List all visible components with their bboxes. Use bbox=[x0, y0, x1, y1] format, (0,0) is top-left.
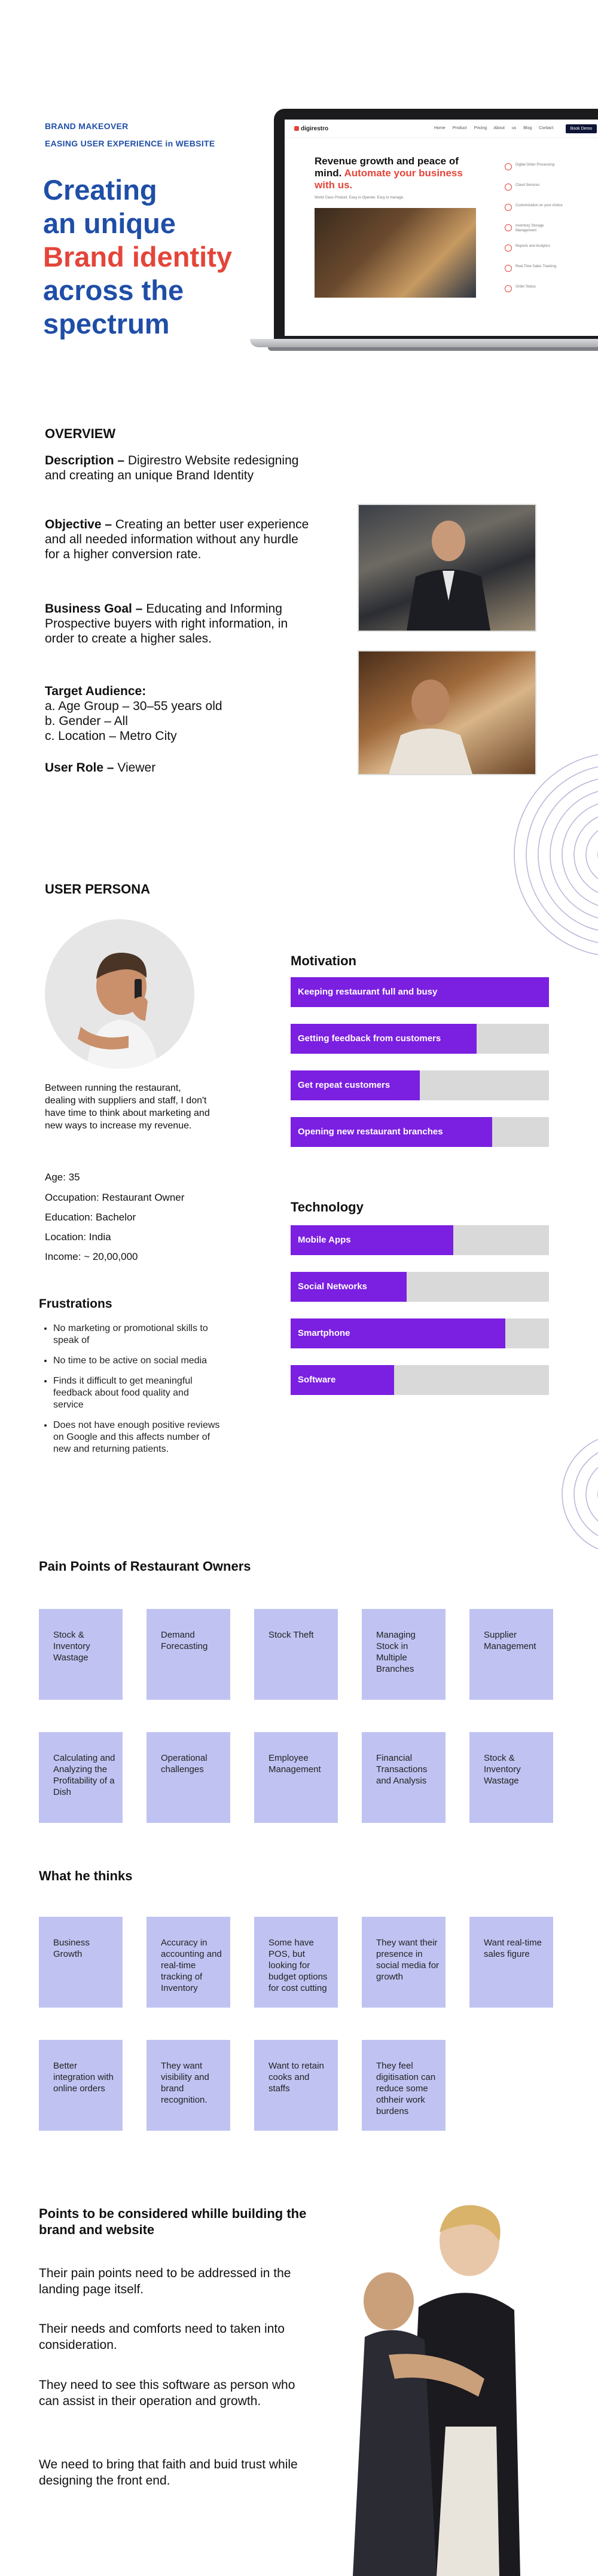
concentric-circles-icon bbox=[556, 1422, 598, 1566]
overview-objective bbox=[45, 517, 314, 562]
goal-key: Business Goal – bbox=[45, 602, 147, 616]
motivation-title: Motivation bbox=[291, 953, 356, 968]
feature-icon bbox=[505, 265, 512, 272]
people-embracing-icon bbox=[317, 2199, 598, 2576]
preview-restaurant-photo bbox=[315, 208, 476, 298]
frustration-item: • No marketing or promotional skills to speak of bbox=[53, 1323, 221, 1347]
preview-feature: Cloud Services bbox=[505, 182, 576, 202]
feature-icon bbox=[505, 183, 512, 191]
website-preview bbox=[285, 120, 598, 336]
consideration-paragraph: Their needs and comforts need to taken into consideration. bbox=[39, 2322, 285, 2352]
technology-bar bbox=[291, 1272, 549, 1302]
thinks-title: What he thinks bbox=[39, 1868, 133, 1883]
technology-bar bbox=[291, 1365, 549, 1395]
thought-card: They feel digitisation can reduce some othheir work burdens bbox=[362, 2040, 446, 2131]
preview-nav bbox=[285, 120, 598, 138]
preview-logo-text: digirestro bbox=[301, 126, 329, 132]
decorative-rings-small bbox=[556, 1422, 598, 1566]
consideration-paragraph: They need to see this software as person who can assist in their operation and growth. bbox=[39, 2378, 295, 2408]
laptop-base bbox=[250, 339, 598, 347]
feature-icon bbox=[505, 285, 512, 292]
pain-point-card: Managing Stock in Multiple Branches bbox=[362, 1609, 446, 1700]
technology-bar bbox=[291, 1318, 549, 1348]
persona-location: Location: India bbox=[45, 1231, 111, 1243]
frustration-item: • No time to be active on social media bbox=[53, 1355, 221, 1367]
thought-card: Want real-time sales figure bbox=[469, 1917, 553, 2008]
persona-education: Education: Bachelor bbox=[45, 1211, 136, 1223]
pain-point-card: Demand Forecasting bbox=[147, 1609, 230, 1700]
motivation-bar bbox=[291, 1070, 549, 1100]
avatar-3d-man-icon bbox=[45, 919, 194, 1069]
laptop-mockup bbox=[250, 109, 598, 355]
persona-occupation: Occupation: Restaurant Owner bbox=[45, 1192, 185, 1203]
audience-gender: b. Gender – All bbox=[45, 714, 128, 728]
person-silhouette-icon bbox=[359, 505, 535, 631]
feature-icon bbox=[505, 224, 512, 231]
goal-value: Educating and Informing Prospective buyers with right information, in order to create a higher sales. bbox=[45, 602, 288, 645]
thought-card: Some have POS, but looking for budget options for cost cutting bbox=[254, 1917, 338, 2008]
feature-icon bbox=[505, 244, 512, 252]
hero-title-line-5: spectrum bbox=[43, 308, 170, 339]
frustration-item: • Finds it difficult to get meaningful feedback about food quality and service bbox=[53, 1375, 221, 1411]
role-value: Viewer bbox=[117, 761, 156, 775]
persona-label: USER PERSONA bbox=[45, 882, 151, 897]
feature-icon bbox=[505, 204, 512, 211]
audience-key: Target Audience: bbox=[45, 684, 147, 698]
photo-handshake-hug bbox=[317, 2199, 598, 2576]
technology-title: Technology bbox=[291, 1200, 364, 1214]
motivation-bar bbox=[291, 1024, 549, 1054]
pain-point-card: Operational challenges bbox=[147, 1732, 230, 1823]
overview-target-audience bbox=[45, 684, 314, 744]
persona-quote: Between running the restaurant, dealing with suppliers and staff, I don't have time to think about marketing and new ways to increase my revenue. bbox=[45, 1083, 210, 1131]
technology-bar-label: Smartphone bbox=[298, 1328, 350, 1338]
thought-card: They want their presence in social media for growth bbox=[362, 1917, 446, 2008]
hero-title-line-1: Creating bbox=[43, 174, 157, 206]
motivation-bar-label: Keeping restaurant full and busy bbox=[298, 987, 438, 997]
thought-card: Want to retain cooks and staffs bbox=[254, 2040, 338, 2131]
pain-point-card: Financial Transactions and Analysis bbox=[362, 1732, 446, 1823]
preview-logo bbox=[294, 126, 328, 132]
frustrations-list bbox=[45, 1323, 221, 1464]
role-key: User Role – bbox=[45, 761, 118, 775]
photo-manager bbox=[358, 504, 536, 632]
frustration-item: • Does not have enough positive reviews on Google and this affects number of new and returning patients. bbox=[53, 1419, 221, 1455]
preview-feature: Reports and Analytics bbox=[505, 243, 576, 263]
preview-headline-main: Revenue growth and peace of mind. bbox=[315, 155, 459, 179]
laptop-base-edge bbox=[268, 347, 598, 351]
audience-age: a. Age Group – 30–55 years old bbox=[45, 699, 222, 713]
description-key: Description – bbox=[45, 454, 128, 467]
persona-avatar bbox=[45, 919, 194, 1069]
concentric-circles-icon bbox=[502, 753, 598, 1004]
motivation-bar bbox=[291, 1117, 549, 1147]
persona-income: Income: ~ 20,00,000 bbox=[45, 1251, 138, 1262]
decorative-rings bbox=[502, 753, 598, 1004]
overview-label: OVERVIEW bbox=[45, 426, 116, 441]
preview-feature: Real Time Sales Tracking bbox=[505, 263, 576, 283]
preview-headline-accent: Automate your business with us. bbox=[315, 167, 463, 191]
thought-card: Accuracy in accounting and real-time tracking of Inventory bbox=[147, 1917, 230, 2008]
frustrations-title: Frustrations bbox=[39, 1297, 112, 1311]
thought-card: Business Growth bbox=[39, 1917, 123, 2008]
preview-feature: Order Status bbox=[505, 283, 576, 304]
description-value: Digirestro Website redesigning and creating an unique Brand Identity bbox=[45, 454, 299, 482]
persona-age: Age: 35 bbox=[45, 1171, 80, 1183]
technology-bar-label: Social Networks bbox=[298, 1281, 367, 1292]
consideration-paragraph: Their pain points need to be addressed in the landing page itself. bbox=[39, 2266, 291, 2296]
preview-demo-button: Book Demo bbox=[566, 124, 597, 133]
preview-feature: Customization on your choice bbox=[505, 202, 576, 222]
motivation-bar-label: Getting feedback from customers bbox=[298, 1033, 441, 1044]
pain-point-card: Employee Management bbox=[254, 1732, 338, 1823]
preview-feature: Inventory Storage Management bbox=[505, 222, 576, 243]
motivation-bar-label: Get repeat customers bbox=[298, 1080, 390, 1090]
audience-location: c. Location – Metro City bbox=[45, 729, 177, 743]
logo-mark-icon bbox=[294, 126, 299, 131]
consideration-paragraph: We need to bring that faith and buid trust while designing the front end. bbox=[39, 2458, 298, 2488]
hero-title-line-2: an unique bbox=[43, 207, 176, 239]
thought-card: They want visibility and brand recognition. bbox=[147, 2040, 230, 2131]
pain-points-title: Pain Points of Restaurant Owners bbox=[39, 1559, 251, 1574]
pain-point-card: Calculating and Analyzing the Profitability of a Dish bbox=[39, 1732, 123, 1823]
overview-business-goal bbox=[45, 601, 314, 646]
motivation-bar-label: Opening new restaurant branches bbox=[298, 1127, 443, 1137]
overview-description bbox=[45, 453, 314, 483]
technology-bar-label: Mobile Apps bbox=[298, 1235, 351, 1245]
pain-point-card: Supplier Management bbox=[469, 1609, 553, 1700]
objective-key: Objective – bbox=[45, 518, 115, 531]
objective-value: Creating an better user experience and all needed information without any hurdle for a higher conversion rate. bbox=[45, 518, 309, 561]
preview-headline bbox=[315, 155, 470, 191]
technology-bar-label: Software bbox=[298, 1375, 336, 1385]
thought-card: Better integration with online orders bbox=[39, 2040, 123, 2131]
preview-feature-list bbox=[505, 161, 576, 304]
preview-subline: World Class Product. Easy to Operate. Easy to manage. bbox=[315, 196, 404, 200]
eyebrow-easing-ux: EASING USER EXPERIENCE in WEBSITE bbox=[45, 139, 215, 148]
preview-nav-links: Home Product Pricing About us Blog Contact bbox=[434, 126, 554, 130]
pain-point-card: Stock & Inventory Wastage bbox=[469, 1732, 553, 1823]
technology-bar bbox=[291, 1225, 549, 1255]
considerations-title: Points to be considered whille building the brand and website bbox=[39, 2206, 307, 2237]
pain-point-card: Stock & Inventory Wastage bbox=[39, 1609, 123, 1700]
preview-feature: Digital Order Processing bbox=[505, 161, 576, 182]
hero-title-accent: Brand identity bbox=[43, 241, 232, 273]
overview-user-role bbox=[45, 760, 314, 775]
pain-point-card: Stock Theft bbox=[254, 1609, 338, 1700]
motivation-bar bbox=[291, 977, 549, 1007]
feature-icon bbox=[505, 163, 512, 170]
eyebrow-brand-makeover: BRAND MAKEOVER bbox=[45, 121, 129, 131]
hero-title-line-4: across the bbox=[43, 274, 184, 306]
